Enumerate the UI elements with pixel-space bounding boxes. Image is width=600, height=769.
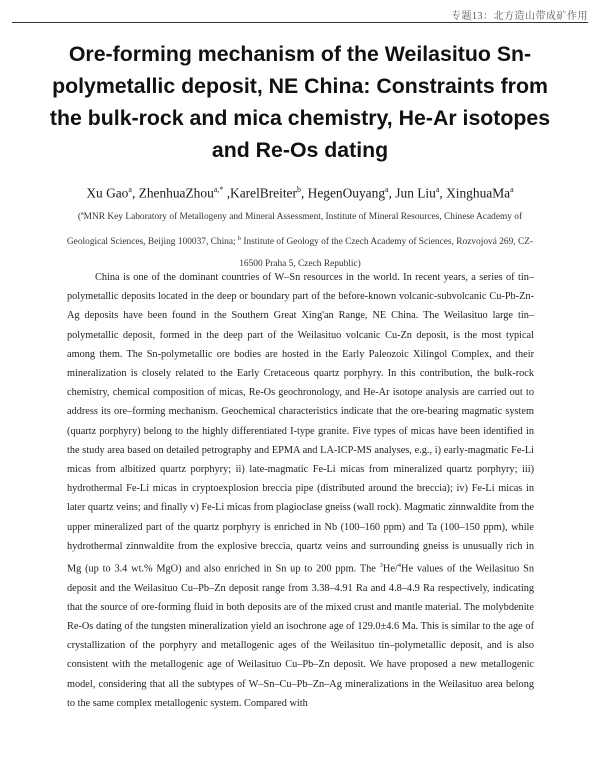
author-name: ZhenhuaZhou bbox=[138, 185, 214, 201]
author-name: XinghuaMa bbox=[446, 185, 511, 201]
abstract-text-1: China is one of the dominant countries of W–Sn resources in the world. In recent years, a series of tin–polymetallic deposits located in the deep or boundary part of the before-known volcanic-subvolcanic Cu-Pb-Zn-Ag deposits have been found in the Southern Great Xing'an Range, NE China. The Weilasituo large tin–polymetallic deposit, formed in the deep part of the Weilasituo volcanic Cu-Zn deposit, is the most typical among them. The Sn-polymetallic ore bodies are hosted in the Early Paleozoic Xilingol Complex, and their mineralization is closely related to the Early Cretaceous quartz porphyry. In this contribution, the bulk-rock chemistry, chemical composition of micas, Re-Os geochronology, and He-Ar isotope analysis are carried out to address its ore–forming mechanism. Geochemical characteristics indicate that the ore-bearing magmatic system (quartz porphyry) belong to the highly differentiated I-type granite. Five types of micas have been identified in the study area based on detailed petrography and EPMA and LA-ICP-MS analyses, e.g., i) early-magmatic Fe-Li micas from albitized quartz porphyry; ii) late-magmatic Fe-Li micas from mineralized quartz porphyry; iii) hydrothermal Fe-Li micas in cryptoexplosion breccia pipe (distributed around the breccia); iv) Fe-Li micas in later quartz veins; and finally v) Fe-Li micas from plagioclase gneiss (wall rock). Magmatic zinnwaldite from the upper mineralized part of the quartz porphyry is enriched in Nb (100–160 ppm) and Ta (100–150 ppm), while hydrothermal zinnwaldite from the explosive breccia, quartz veins and surrounding gneiss is unusually rich in Mg (up to 3.4 wt.% MgO) and also enriched in Sn up to 200 ppm. The bbox=[67, 272, 534, 575]
affiliation-a-sup: a bbox=[81, 211, 84, 217]
author-sep: , bbox=[223, 185, 231, 201]
author-sup: a bbox=[128, 185, 132, 194]
affiliation-b-sup: b bbox=[237, 236, 241, 243]
author-sup: a bbox=[385, 185, 389, 194]
affiliations: ($^a$MNR Key Laboratory of Metallogeny and Mineral Assessment, Institute of Mineral Resources, Chinese Academy of Geological Sciences, Beijing 100037, China; $^b$ Institute of Geology of the Czech Academy of Sciences, Rozvojová 269, CZ-16500 Praha 5, Czech Republic) bbox=[66, 211, 534, 270]
running-head: 专题13：北方造山带成矿作用 bbox=[451, 11, 588, 22]
abstract-text-3: He values of the Weilasituo Sn deposit and the Weilasituo Cu–Pb–Zn deposit range from 3.38–4.91 Ra and 4.8–4.9 Ra respectively, indicating that the source of ore-forming fluid in both deposits are of the mixed crust and mantle material. The molybdenite Re-Os dating of the tungsten mineralization yield an isochrone age of 129.0±4.6 Ma. This is similar to the age of crystallization of the porphyry and metallogenic ages of the Weilasituo tin–polymetallic deposit, and is also consistent with the metallogenic age of Weilasituo Cu–Pb–Zn deposit. We have proposed a new metallogenic model, considering that all the subtypes of W–Sn–Cu–Pb–Zn–Ag mineralizations in the Weilasituo area belong to the same complex metallogenic system. Compared with bbox=[67, 563, 534, 709]
header-rule bbox=[12, 22, 588, 23]
paper-title: Ore-forming mechanism of the Weilasituo Sn-polymetallic deposit, NE China: Constraints from the bulk-rock and mica chemistry, He-Ar isotopes and Re-Os dating bbox=[49, 42, 551, 162]
author-name: Xu Gao bbox=[86, 185, 129, 201]
author-sep: , bbox=[439, 185, 447, 201]
author-name: HegenOuyang bbox=[307, 185, 386, 201]
abstract bbox=[67, 268, 534, 713]
author-sup: a bbox=[510, 185, 514, 194]
author-sup: a bbox=[435, 185, 440, 194]
abstract-sup-2: 4 bbox=[397, 562, 402, 570]
author-sep: , bbox=[131, 185, 139, 201]
author-sup: a,* bbox=[213, 185, 224, 194]
author-sep: , bbox=[388, 185, 396, 201]
abstract-sup-1: 3 bbox=[379, 562, 383, 570]
abstract-paragraph bbox=[67, 268, 534, 713]
author-list bbox=[0, 181, 600, 202]
author-name: KarelBreiter bbox=[230, 185, 297, 201]
author-name: Jun Liu bbox=[395, 185, 436, 201]
abstract-text-2: He/ bbox=[382, 563, 398, 575]
affiliation-b: Institute of Geology of the Czech Academy of Sciences, Rozvojová 269, CZ-16500 Praha 5, Czech Republic bbox=[239, 237, 534, 270]
author-sep: , bbox=[300, 185, 308, 201]
author-sup: b bbox=[296, 185, 301, 194]
affiliation-a: MNR Key Laboratory of Metallogeny and Mineral Assessment, Institute of Mineral Resources, Chinese Academy of Geological Sciences, Beijing 100037, China; bbox=[66, 212, 523, 248]
